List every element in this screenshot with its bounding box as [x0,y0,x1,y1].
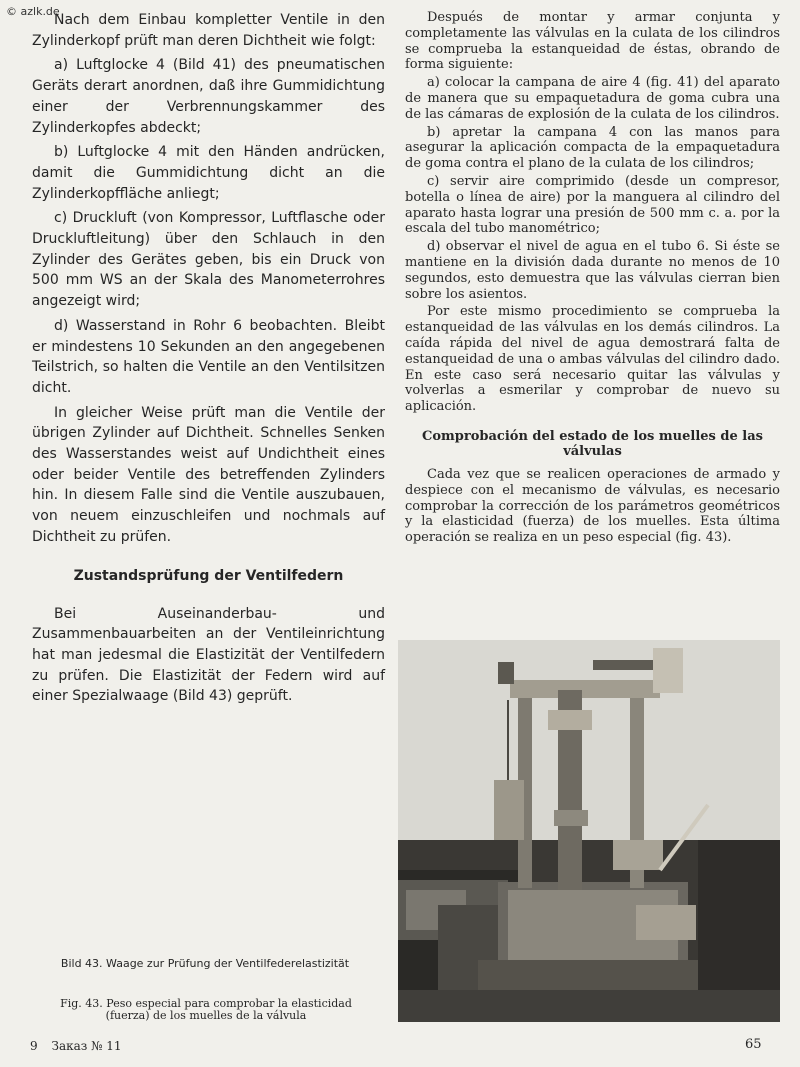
es-paragraph-2: Por este mismo procedimiento se comprueba la estanqueidad de las válvulas en los demás cilindros. La caída rápida del nivel de agua demostrará falta de estanqueidad de una o ambas válvulas del cilindro dado. En este caso será necesario quitar las válvulas y volverlas a esmerilar y comprobar de nuevo su aplicación. [405,304,780,415]
german-column [32,10,385,711]
de-intro-paragraph: Nach dem Einbau kompletter Ventile in den Zylinderkopf prüft man deren Dichtheit wie folgt: [32,12,385,49]
de-paragraph-3: Bei Auseinanderbau- und Zusammenbauarbeiten an der Ventileinrichtung hat man jedesmal die Elastizität der Ventilfedern zu prüfen. Die Elastizität der Federn wird auf einer Spezialwaage (Bild 43) geprüft. [32,605,385,705]
es-step-d: d) observar el nivel de agua en el tubo 6. Si éste se mantiene en la división dada durante no menos de 10 segundos, esto demuestra que las válvulas cierran bien sobre los asientos. [405,239,780,302]
valve-spring-tester-photo [398,640,780,1022]
es-paragraph-3: Cada vez que se realicen operaciones de armado y despiece con el mecanismo de válvulas, es necesario comprobar la corrección de los parámetros geométricos y la elasticidad (fuerza) de los muelles. Esta última operación se realiza en un peso especial (fig. 43). [405,466,780,546]
de-step-d: d) Wasserstand in Rohr 6 beobachten. Bleibt er mindestens 10 Sekunden an den angegebenen Teilstrich, so halten die Ventile an den Ventilsitzen dicht. [32,317,385,396]
figure-caption-german: Bild 43. Waage zur Prüfung der Ventilfederelastizität [60,957,350,970]
page-number: 65 [745,1037,762,1052]
de-step-a: a) Luftglocke 4 (Bild 41) des pneumatischen Geräts derart anordnen, daß ihre Gummidichtung einer der Verbrennungskammer des Zylinderkopfes abdeckt; [32,57,385,136]
print-signature [30,1039,132,1053]
es-step-b: b) apretar la campana 4 con las manos para asegurar la aplicación compacta de la empaquetadura de goma contra el plano de la culata de los cilindros; [405,124,780,172]
figure-caption-spanish: Fig. 43. Peso especial para comprobar la elasticidad (fuerza) de los muelles de la válvula [60,997,352,1022]
watermark: © azlk.de [6,5,60,18]
de-step-c: c) Druckluft (von Kompressor, Luftflasche oder Druckluftleitung) über den Schlauch in den Zylinder des Gerätes geben, bis ein Druck von 500 mm WS an der Skala des Manometerrohres angezeigt wird; [32,210,385,310]
signature-number: 9 [30,1039,38,1053]
spanish-column [405,10,780,548]
es-step-c: c) servir aire comprimido (desde un compresor, botella o línea de aire) por la manguera al cilindro del aparato hasta lograr una presión de 500 mm c. a. por la escala del tubo manométrico; [405,173,780,237]
de-step-b: b) Luftglocke 4 mit den Händen andrücken, damit die Gummidichtung dicht an die Zylinderkopffläche anliegt; [32,144,385,202]
es-step-a: a) colocar la campana de aire 4 (fig. 41) del aparato de manera que su empaquetadura de goma cubra una de las cámaras de explosión de la culata de los cilindros. [405,75,780,122]
es-section-heading: Comprobación del estado de los muelles de las válvulas [422,428,763,459]
de-section-heading: Zustandsprüfung der Ventilfedern [73,567,344,584]
de-paragraph-2: In gleicher Weise prüft man die Ventile der übrigen Zylinder auf Dichtheit. Schnelles Senken des Wasserstandes weist auf Undichtheit eines oder beider Ventile des betreffenden Zylinders hin. In diesem Falle sind die Ventile auszubauen, von neuem einzuschleifen und nochmals auf Dichtheit zu prüfen. [32,404,385,545]
es-intro-paragraph: Después de montar y armar conjunta y completamente las válvulas en la culata de los cilindros se comprueba la estanqueidad de éstas, obrando de forma siguiente: [405,10,780,73]
order-number: Заказ № 11 [51,1039,122,1053]
